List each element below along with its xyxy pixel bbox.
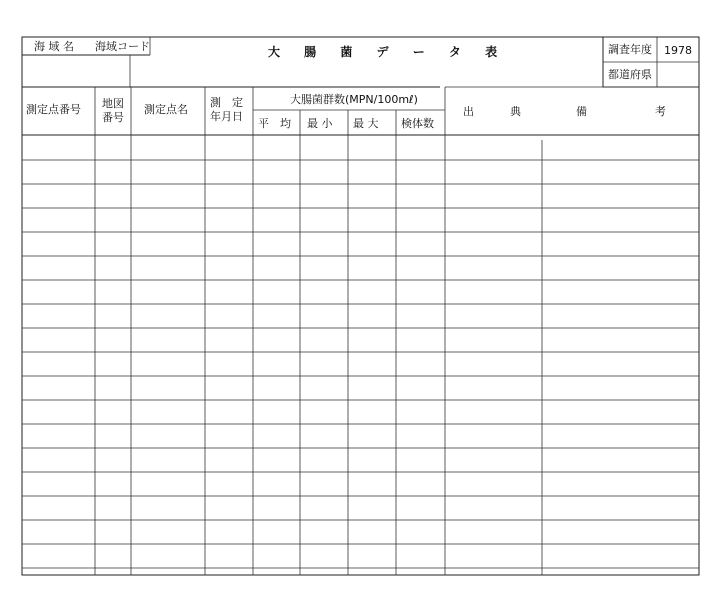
column-minimum: 最 小 (307, 117, 333, 130)
column-maximum: 最 大 (353, 117, 379, 130)
column-date-line1: 測 定 (210, 96, 243, 109)
column-coliform-group: 大腸菌群数(MPN/100mℓ) (290, 93, 418, 106)
column-sample-count: 検体数 (401, 117, 434, 130)
sea-area-name-label: 海 域 名 (34, 40, 74, 53)
column-date-line2: 年月日 (210, 110, 243, 123)
column-average: 平 均 (258, 117, 291, 130)
column-station-number: 測定点番号 (26, 103, 81, 116)
column-map-number-line1: 地図 (102, 97, 124, 110)
column-remarks-2: 典 (510, 105, 521, 118)
column-station-name: 測定点名 (144, 103, 188, 116)
sea-area-code-label: 海域コード (95, 40, 150, 53)
column-map-number-line2: 番号 (102, 111, 124, 124)
prefecture-label: 都道府県 (608, 68, 652, 81)
survey-year-value: 1978 (664, 44, 692, 57)
column-remarks-3: 備 (576, 105, 587, 118)
column-remarks-4: 考 (655, 105, 666, 118)
column-remarks-1: 出 (463, 105, 474, 118)
page-title: 大 腸 菌 デ ー タ 表 (268, 45, 508, 59)
data-rows (22, 160, 699, 568)
survey-year-label: 調査年度 (608, 43, 652, 56)
